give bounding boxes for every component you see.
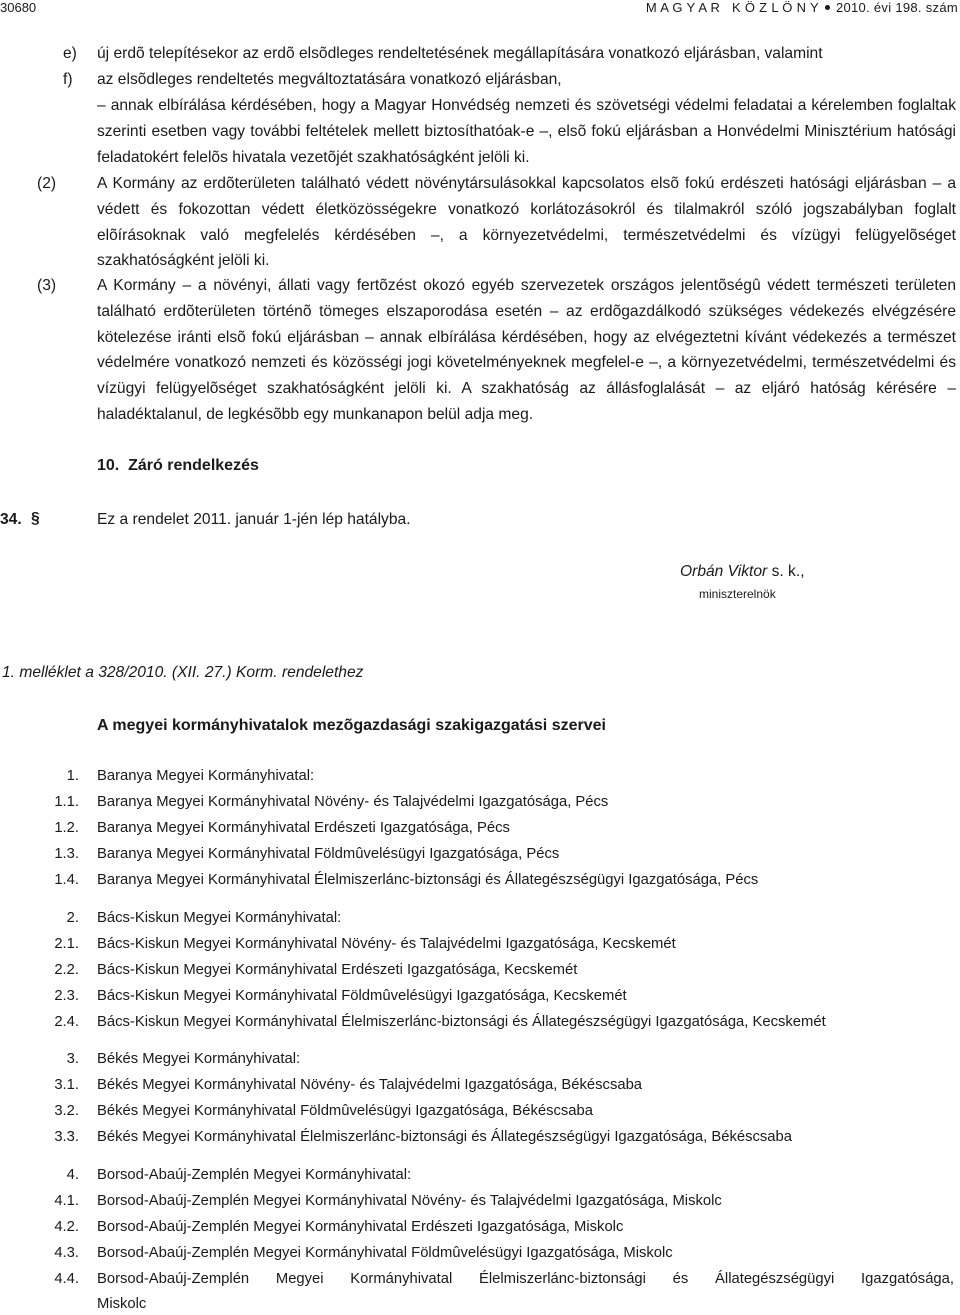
list-item-text: Baranya Megyei Kormányhivatal Földmûvelésügyi Igazgatósága, Pécs [97,846,560,862]
list-item-text: Bács-Kiskun Megyei Kormányhivatal Földmûvelésügyi Igazgatósága, Kecskemét [97,988,627,1004]
list-item-text: Baranya Megyei Kormányhivatal Élelmiszerlánc-biztonsági és Állategészségügyi Igazgatósága, Pécs [97,872,759,888]
signer-suffix: s. k., [767,563,805,580]
list-item-text: Bács-Kiskun Megyei Kormányhivatal Élelmiszerlánc-biztonsági és Állategészségügyi Igazgatósága, Kecskemét [97,1014,826,1030]
signer-role: miniszterelnök [699,587,776,601]
clause-label: e) [63,45,77,62]
clause-e [63,41,956,67]
list-item-text: Bács-Kiskun Megyei Kormányhivatal Erdészeti Igazgatósága, Kecskemét [97,962,578,978]
list-item-text: Bács-Kiskun Megyei Kormányhivatal Növény- és Talajvédelmi Igazgatósága, Kecskemét [97,936,676,952]
signature [680,563,805,581]
list-item-text: Békés Megyei Kormányhivatal: [97,1051,301,1067]
list-item-text: Bács-Kiskun Megyei Kormányhivatal: [97,910,342,926]
paragraph-3 [37,273,956,429]
annex-title: A megyei kormányhivatalok mezõgazdasági szakigazgatási szervei [97,717,606,734]
list-item-number: 4.2. [54,1219,79,1235]
publication-header [646,0,958,15]
clause-f [63,67,956,93]
list-item-number: 1.1. [54,794,79,810]
clause-continuation-text: – annak elbírálása kérdésében, hogy a Magyar Honvédség nemzeti és szövetségi védelmi feladatai a kérelemben foglaltak szerinti esetben vagy további feltételek mellett biztosíthatóak-e –, elsõ fokú eljárásban a Honvédelmi Minisztérium hatósági feladatokért felelõs hivatala vezetõjét szakhatóságként jelöli ki. [97,97,956,166]
article-number: 34. [0,511,22,528]
paragraph-label: (2) [37,175,57,192]
list-item-number: 1.4. [54,872,79,888]
list-item-text: Baranya Megyei Kormányhivatal Növény- és Talajvédelmi Igazgatósága, Pécs [97,794,609,810]
list-item-number: 4.4. [54,1271,79,1287]
list-item-text: Borsod-Abaúj-Zemplén Megyei Kormányhivatal Erdészeti Igazgatósága, Miskolc [97,1219,624,1235]
list-item-text: Baranya Megyei Kormányhivatal: [97,768,315,784]
paragraph-2 [37,171,956,275]
list-item-number: 2.1. [54,936,79,952]
list-item-number: 2. [66,910,79,926]
list-item-text: Borsod-Abaúj-Zemplén Megyei Kormányhivatal Élelmiszerlánc-biztonsági és Állategészségügyi Igazgatósága, [97,1271,954,1287]
list-item-text: Baranya Megyei Kormányhivatal Erdészeti Igazgatósága, Pécs [97,820,510,836]
list-item-number: 4.3. [54,1245,79,1261]
list-item-text: Borsod-Abaúj-Zemplén Megyei Kormányhivatal: [97,1167,412,1183]
list-item-text: Miskolc [97,1296,147,1312]
paragraph-text: A Kormány – a növényi, állati vagy fertõzést okozó egyéb szervezetek országos jelentõségû védett természeti területen található erdõterületen történõ tömeges elszaporodása esetén – az erdõgazdálkodó szükséges védekezés elvégzésére kötelezése iránti elsõ fokú eljárásban – annak elbírálása kérdésében, hogy az elvégeztetni kívánt védekezés a természet védelmére vonatkozó nemzeti és közösségi jogi követelményeknek megfelel-e –, a környezetvédelmi, természetvédelmi és vízügyi felügyelõséget szakhatóságként jelöli ki. A szakhatóság az állásfoglalását – az eljáró hatóság kérésére – haladéktalanul, de legkésõbb egy munkanapon belül adja meg. [97,277,956,423]
page-number: 30680 [0,0,37,15]
paragraph-text: A Kormány az erdõterületen található védett növénytársulásokkal kapcsolatos elsõ fokú erdészeti hatósági eljárásban – a védett és fokozottan védett életközösségekre vonatkozó korlátozásokról és tilalmakról szóló jogszabályban foglalt elõírásoknak való megfelelés kérdésében –, a környezetvédelmi, természetvédelmi és vízügyi felügyelõséget szakhatóságként jelöli ki. [97,175,956,270]
clause-continuation [63,93,956,171]
list-item-number: 1.3. [54,846,79,862]
bullet-icon [825,5,830,10]
list-item-text: Békés Megyei Kormányhivatal Élelmiszerlánc-biztonsági és Állategészségügyi Igazgatósága, Békéscsaba [97,1129,792,1145]
section-title: 10. Záró rendelkezés [97,457,259,474]
list-item-number: 4. [66,1167,79,1183]
list-item-number: 4.1. [54,1193,79,1209]
annex-reference: 1. melléklet a 328/2010. (XII. 27.) Korm. rendelethez [2,664,364,681]
running-header [0,0,960,20]
section-sign: § [31,510,40,527]
list-item-number: 1. [66,768,79,784]
list-item-text: Borsod-Abaúj-Zemplén Megyei Kormányhivatal Növény- és Talajvédelmi Igazgatósága, Miskolc [97,1193,722,1209]
signer-name: Orbán Viktor [680,563,768,580]
issue-number: 2010. évi 198. szám [835,0,958,15]
list-item-number: 3.3. [54,1129,79,1145]
list-item-number: 2.4. [54,1014,79,1030]
list-item-text: Békés Megyei Kormányhivatal Növény- és Talajvédelmi Igazgatósága, Békéscsaba [97,1077,643,1093]
list-item-number: 3.2. [54,1103,79,1119]
clause-label: f) [63,71,73,88]
list-item-number: 2.3. [54,988,79,1004]
paragraph-label: (3) [37,277,57,294]
publication-name: M A G Y A R K Ö Z L Ö N Y [645,0,819,15]
list-item-number: 3.1. [54,1077,79,1093]
list-item-number: 1.2. [54,820,79,836]
article-text: Ez a rendelet 2011. január 1-jén lép hatályba. [97,511,411,528]
clause-text: új erdõ telepítésekor az erdõ elsõdleges rendeltetésének megállapítására vonatkozó eljárásban, valamint [97,45,823,62]
list-item-text: Borsod-Abaúj-Zemplén Megyei Kormányhivatal Földmûvelésügyi Igazgatósága, Miskolc [97,1245,673,1261]
list-item-number: 3. [66,1051,79,1067]
list-item-number: 2.2. [54,962,79,978]
clause-text: az elsõdleges rendeltetés megváltoztatására vonatkozó eljárásban, [97,71,562,88]
list-item-text: Békés Megyei Kormányhivatal Földmûvelésügyi Igazgatósága, Békéscsaba [97,1103,593,1119]
